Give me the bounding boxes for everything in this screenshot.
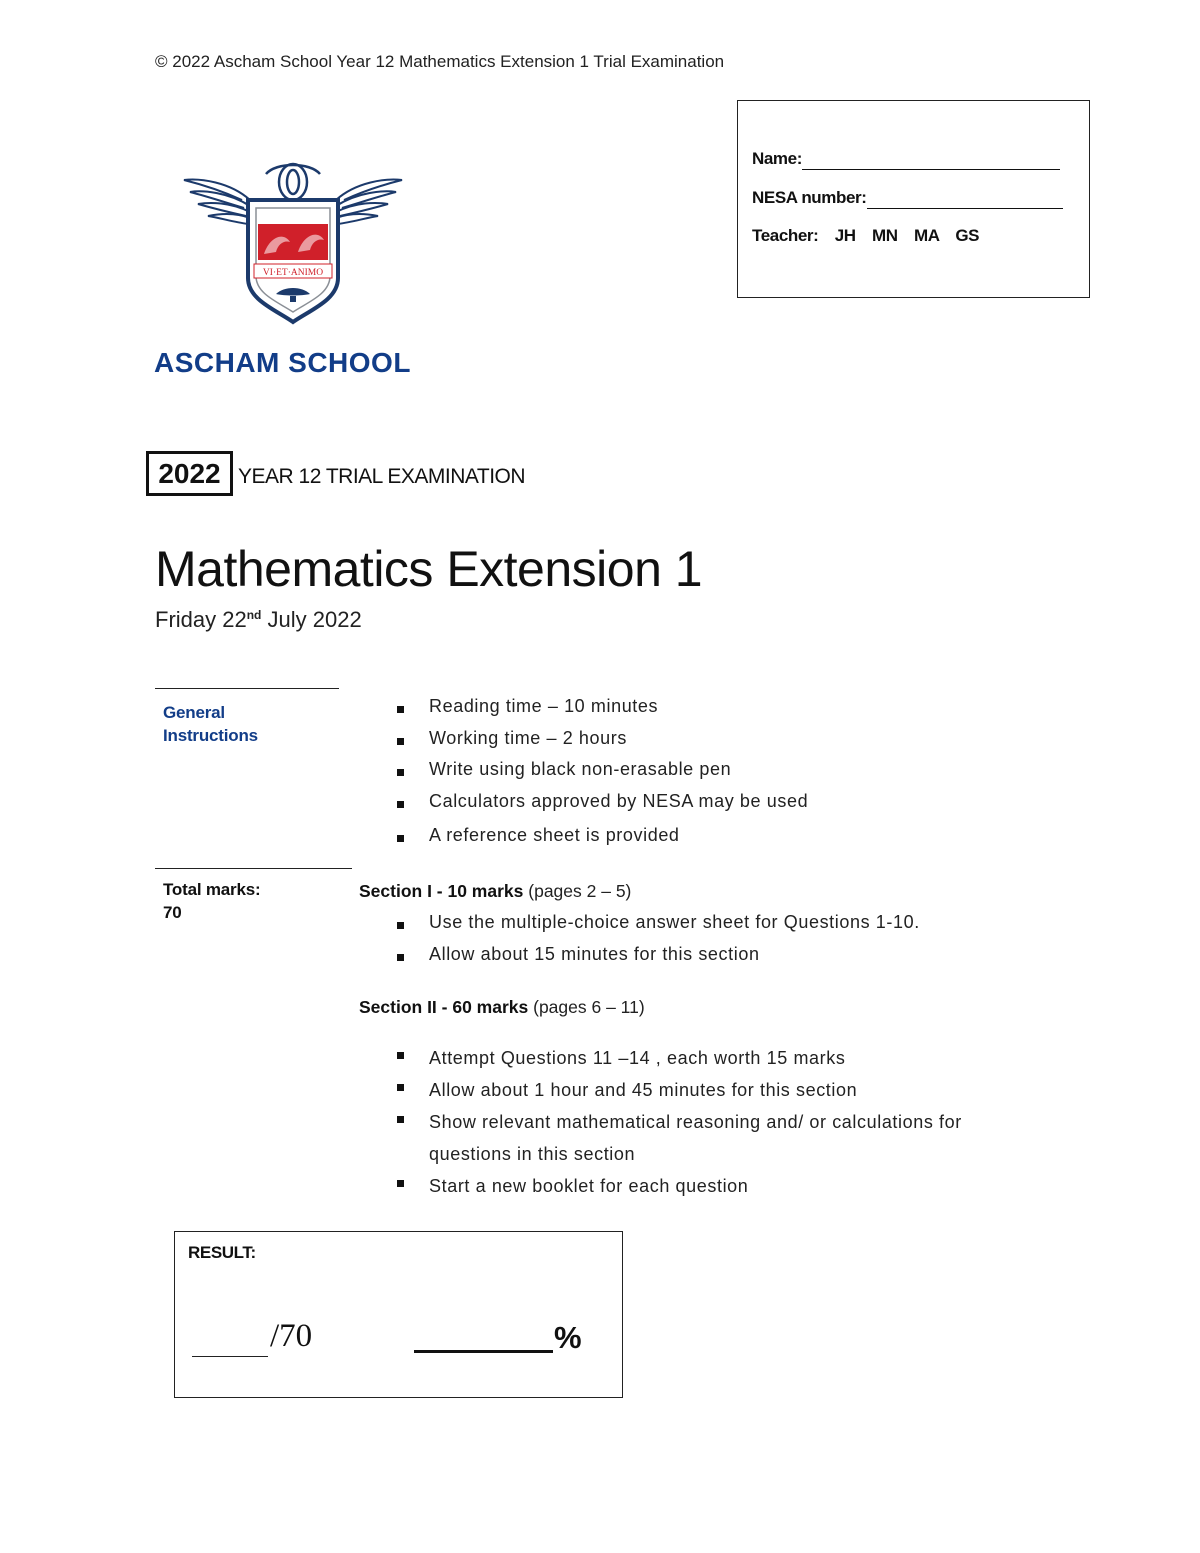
divider-total	[155, 868, 352, 869]
list-item: A reference sheet is provided	[396, 825, 808, 857]
section-1-list	[396, 912, 920, 975]
school-crest-logo	[180, 160, 406, 326]
name-label: Name:	[752, 149, 802, 168]
teacher-row	[752, 226, 979, 246]
total-marks-label: Total marks: 70	[163, 880, 261, 922]
general-instructions-label: General Instructions	[163, 703, 258, 745]
section-2-list	[396, 1042, 996, 1202]
copyright-header: © 2022 Ascham School Year 12 Mathematics Extension 1 Trial Examination	[155, 52, 725, 71]
list-item: Show relevant mathematical reasoning and/ or calculations for questions in this section	[396, 1106, 996, 1170]
percent-sign: %	[554, 1320, 582, 1355]
list-item: Reading time – 10 minutes	[396, 696, 808, 728]
subject-title: Mathematics Extension 1	[155, 541, 703, 597]
section-2-heading: Section II - 60 marks (pages 6 – 11)	[359, 997, 645, 1017]
nesa-number-field[interactable]	[867, 188, 1063, 209]
name-row	[752, 149, 1060, 170]
list-item: Allow about 15 minutes for this section	[396, 944, 920, 976]
general-instructions-list	[396, 696, 808, 857]
list-item: Use the multiple-choice answer sheet for Questions 1-10.	[396, 912, 920, 944]
teacher-option-jh[interactable]: JH	[834, 226, 856, 245]
list-item: Calculators approved by NESA may be used	[396, 791, 808, 823]
percent-field[interactable]	[414, 1350, 553, 1353]
teacher-option-mn[interactable]: MN	[872, 226, 898, 245]
section-1-heading: Section I - 10 marks (pages 2 – 5)	[359, 881, 632, 901]
score-field[interactable]	[192, 1356, 268, 1357]
score-out-of: /70	[270, 1318, 313, 1354]
list-item: Working time – 2 hours	[396, 728, 808, 760]
list-item: Attempt Questions 11 –14 , each worth 15 marks	[396, 1042, 996, 1074]
exam-type-label: YEAR 12 TRIAL EXAMINATION	[238, 465, 526, 488]
nesa-row	[752, 188, 1063, 209]
teacher-option-gs[interactable]: GS	[955, 226, 980, 245]
exam-date: Friday 22nd July 2022	[155, 607, 362, 632]
list-item: Write using black non-erasable pen	[396, 759, 808, 791]
name-field[interactable]	[802, 149, 1060, 170]
teacher-option-ma[interactable]: MA	[913, 226, 939, 245]
result-box	[174, 1231, 623, 1398]
result-label: RESULT:	[188, 1243, 256, 1262]
nesa-label: NESA number:	[752, 188, 867, 207]
divider-general	[155, 688, 339, 689]
list-item: Start a new booklet for each question	[396, 1170, 996, 1202]
exam-year-box: 2022	[146, 451, 233, 496]
school-name: ASCHAM SCHOOL	[154, 347, 411, 378]
student-details-box	[737, 100, 1090, 298]
list-item: Allow about 1 hour and 45 minutes for this section	[396, 1074, 996, 1106]
svg-text:VI·ET·ANIMO: VI·ET·ANIMO	[262, 268, 324, 278]
teacher-label: Teacher:	[752, 226, 819, 245]
